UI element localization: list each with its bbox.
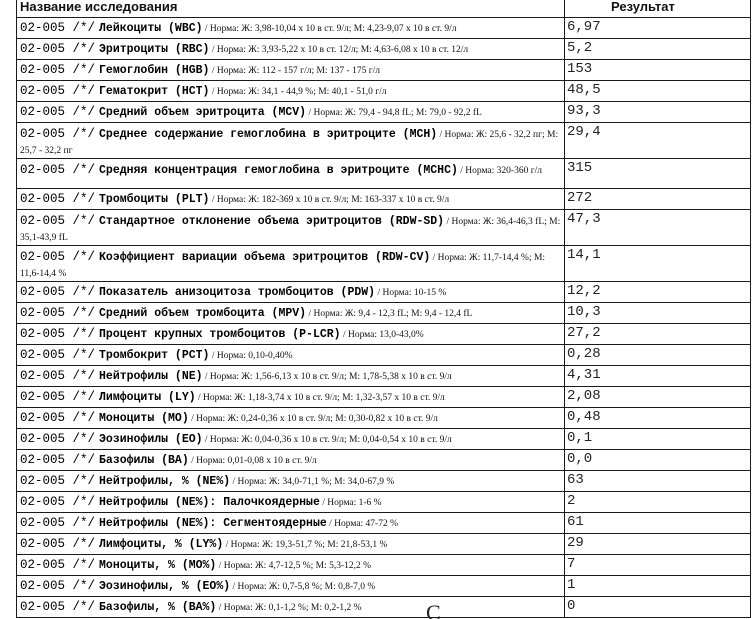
test-code: 02-005 /*/	[20, 83, 96, 98]
test-code: 02-005 /*/	[20, 389, 96, 404]
reference-range: / Норма: Ж: 36,4-46,3 fL; М: 35,1-43,9 fL	[20, 216, 561, 243]
table-row	[17, 80, 751, 101]
test-name-cell	[17, 428, 565, 449]
reference-range: / Норма: 10-15 %	[375, 287, 447, 298]
table-row	[17, 209, 751, 245]
result-value: 315	[565, 158, 751, 188]
test-code: 02-005 /*/	[20, 284, 96, 299]
test-name-cell	[17, 38, 565, 59]
result-value: 0,28	[565, 344, 751, 365]
test-name: Среднее содержание гемоглобина в эритроците (MCH)	[99, 127, 438, 141]
result-value: 153	[565, 59, 751, 80]
test-name-cell	[17, 491, 565, 512]
reference-range: / Норма: Ж: 0,04-0,36 х 10 в ст. 9/л; М: 0,04-0,54 х 10 в ст. 9/л	[202, 434, 452, 445]
test-name: Гематокрит (HCT)	[99, 84, 210, 98]
reference-range: / Норма: Ж: 0,24-0,36 х 10 в ст. 9/л; М: 0,30-0,82 х 10 в ст. 9/л	[188, 413, 438, 424]
table-row	[17, 101, 751, 122]
test-code: 02-005 /*/	[20, 473, 96, 488]
result-value: 10,3	[565, 302, 751, 323]
reference-range: / Норма: Ж: 3,93-5,22 х 10 в ст. 12/л; М: 4,63-6,08 х 10 в ст. 12/л	[209, 44, 469, 55]
result-value: 27,2	[565, 323, 751, 344]
result-value: 93,3	[565, 101, 751, 122]
test-name-cell	[17, 302, 565, 323]
table-row	[17, 365, 751, 386]
test-name-cell	[17, 80, 565, 101]
table-row	[17, 554, 751, 575]
table-row	[17, 407, 751, 428]
test-code: 02-005 /*/	[20, 368, 96, 383]
test-name: Лимфоциты, % (LY%)	[99, 537, 224, 551]
test-name-cell	[17, 449, 565, 470]
reference-range: / Норма: 0,10-0,40%	[209, 350, 293, 361]
test-name-cell	[17, 386, 565, 407]
header-test-name: Название исследования	[17, 0, 565, 17]
test-name-cell	[17, 281, 565, 302]
test-name: Средняя концентрация гемоглобина в эритроците (MCHC)	[99, 163, 458, 177]
test-name-cell	[17, 158, 565, 188]
partial-handwriting-mark: С	[426, 600, 441, 619]
reference-range: / Норма: Ж: 3,98-10,04 х 10 в ст. 9/л; М: 4,23-9,07 х 10 в ст. 9/л	[202, 23, 457, 34]
table-row	[17, 575, 751, 596]
test-name-cell	[17, 59, 565, 80]
table-header-row	[17, 0, 751, 17]
table-row	[17, 38, 751, 59]
reference-range: / Норма: 1-6 %	[319, 497, 382, 508]
reference-range: / Норма: Ж: 1,56-6,13 х 10 в ст. 9/л; М: 1,78-5,38 х 10 в ст. 9/л	[202, 371, 452, 382]
test-code: 02-005 /*/	[20, 191, 96, 206]
header-result: Результат	[565, 0, 751, 17]
result-value: 272	[565, 188, 751, 209]
result-value: 0,0	[565, 449, 751, 470]
result-value: 61	[565, 512, 751, 533]
result-value: 63	[565, 470, 751, 491]
result-value: 29,4	[565, 122, 751, 158]
test-name-cell	[17, 533, 565, 554]
reference-range: / Норма: Ж: 79,4 - 94,8 fL; М: 79,0 - 92,2 fL	[306, 107, 482, 118]
result-value: 2,08	[565, 386, 751, 407]
result-value: 14,1	[565, 245, 751, 281]
test-code: 02-005 /*/	[20, 62, 96, 77]
test-name-cell	[17, 323, 565, 344]
table-row	[17, 533, 751, 554]
test-name-cell	[17, 188, 565, 209]
result-value: 7	[565, 554, 751, 575]
test-code: 02-005 /*/	[20, 213, 96, 228]
test-code: 02-005 /*/	[20, 431, 96, 446]
test-name-cell	[17, 122, 565, 158]
test-name: Тромбокрит (PCT)	[99, 348, 210, 362]
table-row	[17, 596, 751, 617]
test-name-cell	[17, 512, 565, 533]
test-name-cell	[17, 17, 565, 38]
reference-range: / Норма: Ж: 4,7-12,5 %; М: 5,3-12,2 %	[216, 560, 372, 571]
table-row	[17, 122, 751, 158]
test-code: 02-005 /*/	[20, 494, 96, 509]
reference-range: / Норма: Ж: 112 - 157 г/л; М: 137 - 175 г/л	[209, 65, 381, 76]
result-value: 0,1	[565, 428, 751, 449]
test-name: Лимфоциты (LY)	[99, 390, 196, 404]
test-name-cell	[17, 101, 565, 122]
test-code: 02-005 /*/	[20, 515, 96, 530]
reference-range: / Норма: Ж: 1,18-3,74 х 10 в ст. 9/л; М: 1,32-3,57 х 10 в ст. 9/л	[195, 392, 445, 403]
table-row	[17, 302, 751, 323]
result-value: 48,5	[565, 80, 751, 101]
test-code: 02-005 /*/	[20, 578, 96, 593]
result-value: 6,97	[565, 17, 751, 38]
result-value: 12,2	[565, 281, 751, 302]
result-value: 47,3	[565, 209, 751, 245]
results-table	[16, 0, 751, 618]
test-name-cell	[17, 209, 565, 245]
test-name-cell	[17, 365, 565, 386]
test-name-cell	[17, 554, 565, 575]
table-row	[17, 17, 751, 38]
reference-range: / Норма: Ж: 34,0-71,1 %; М: 34,0-67,9 %	[230, 476, 395, 487]
test-code: 02-005 /*/	[20, 126, 96, 141]
test-code: 02-005 /*/	[20, 452, 96, 467]
test-name: Моноциты, % (MO%)	[99, 558, 217, 572]
reference-range: / Норма: Ж: 0,7-5,8 %; М: 0,8-7,0 %	[230, 581, 376, 592]
test-name: Лейкоциты (WBC)	[99, 21, 203, 35]
test-name: Средний объем тромбоцита (MPV)	[99, 306, 307, 320]
result-value: 5,2	[565, 38, 751, 59]
test-name: Тромбоциты (PLT)	[99, 192, 210, 206]
test-name-cell	[17, 344, 565, 365]
reference-range: / Норма: 47-72 %	[326, 518, 399, 529]
test-name: Нейтрофилы, % (NE%)	[99, 474, 231, 488]
test-name-cell	[17, 245, 565, 281]
table-row	[17, 449, 751, 470]
result-value: 29	[565, 533, 751, 554]
reference-range: / Норма: Ж: 0,1-1,2 %; М: 0,2-1,2 %	[216, 602, 362, 613]
test-name-cell	[17, 575, 565, 596]
reference-range: / Норма: 13,0-43,0%	[340, 329, 424, 340]
test-code: 02-005 /*/	[20, 410, 96, 425]
reference-range: / Норма: 0,01-0,08 х 10 в ст. 9/л	[188, 455, 317, 466]
table-row	[17, 428, 751, 449]
test-name-cell	[17, 407, 565, 428]
test-name: Средний объем эритроцита (MCV)	[99, 105, 307, 119]
test-name: Гемоглобин (HGB)	[99, 63, 210, 77]
test-code: 02-005 /*/	[20, 41, 96, 56]
table-row	[17, 245, 751, 281]
reference-range: / Норма: Ж: 9,4 - 12,3 fL; М: 9,4 - 12,4 fL	[306, 308, 473, 319]
test-name: Стандартное отклонение объема эритроцитов (RDW-SD)	[99, 214, 445, 228]
test-name: Эозинофилы (EO)	[99, 432, 203, 446]
reference-range: / Норма: Ж: 25,6 - 32,2 пг; М: 25,7 - 32,2 пг	[20, 129, 559, 156]
reference-range: / Норма: Ж: 19,3-51,7 %; М: 21,8-53,1 %	[223, 539, 388, 550]
test-code: 02-005 /*/	[20, 20, 96, 35]
reference-range: / Норма: Ж: 34,1 - 44,9 %; М: 40,1 - 51,0 г/л	[209, 86, 387, 97]
reference-range: / Норма: Ж: 11,7-14,4 %; М: 11,6-14,4 %	[20, 252, 546, 279]
test-name: Эритроциты (RBC)	[99, 42, 210, 56]
table-row	[17, 281, 751, 302]
result-value: 0	[565, 596, 751, 617]
test-name-cell	[17, 596, 565, 617]
test-name: Нейтрофилы (NE)	[99, 369, 203, 383]
result-value: 0,48	[565, 407, 751, 428]
test-code: 02-005 /*/	[20, 249, 96, 264]
test-name: Моноциты (MO)	[99, 411, 189, 425]
test-name: Базофилы (BA)	[99, 453, 189, 467]
test-code: 02-005 /*/	[20, 557, 96, 572]
table-row	[17, 59, 751, 80]
result-value: 2	[565, 491, 751, 512]
reference-range: / Норма: Ж: 182-369 х 10 в ст. 9/л; М: 163-337 х 10 в ст. 9/л	[209, 194, 450, 205]
test-code: 02-005 /*/	[20, 326, 96, 341]
test-code: 02-005 /*/	[20, 347, 96, 362]
table-row	[17, 386, 751, 407]
table-row	[17, 491, 751, 512]
table-row	[17, 188, 751, 209]
result-value: 1	[565, 575, 751, 596]
test-code: 02-005 /*/	[20, 305, 96, 320]
test-name: Процент крупных тромбоцитов (P-LCR)	[99, 327, 341, 341]
result-value: 4,31	[565, 365, 751, 386]
test-name: Эозинофилы, % (EO%)	[99, 579, 231, 593]
test-name: Нейтрофилы (NE%): Палочкоядерные	[99, 495, 320, 509]
test-code: 02-005 /*/	[20, 162, 96, 177]
test-name-cell	[17, 470, 565, 491]
test-name: Базофилы, % (BA%)	[99, 600, 217, 614]
test-name: Нейтрофилы (NE%): Сегментоядерные	[99, 516, 327, 530]
test-name: Коэффициент вариации объема эритроцитов (RDW-CV)	[99, 250, 431, 264]
table-row	[17, 512, 751, 533]
test-name: Показатель анизоцитоза тромбоцитов (PDW)	[99, 285, 376, 299]
test-code: 02-005 /*/	[20, 536, 96, 551]
test-code: 02-005 /*/	[20, 599, 96, 614]
table-row	[17, 323, 751, 344]
test-code: 02-005 /*/	[20, 104, 96, 119]
table-row	[17, 470, 751, 491]
reference-range: / Норма: 320-360 г/л	[457, 165, 542, 176]
table-row	[17, 158, 751, 188]
table-row	[17, 344, 751, 365]
